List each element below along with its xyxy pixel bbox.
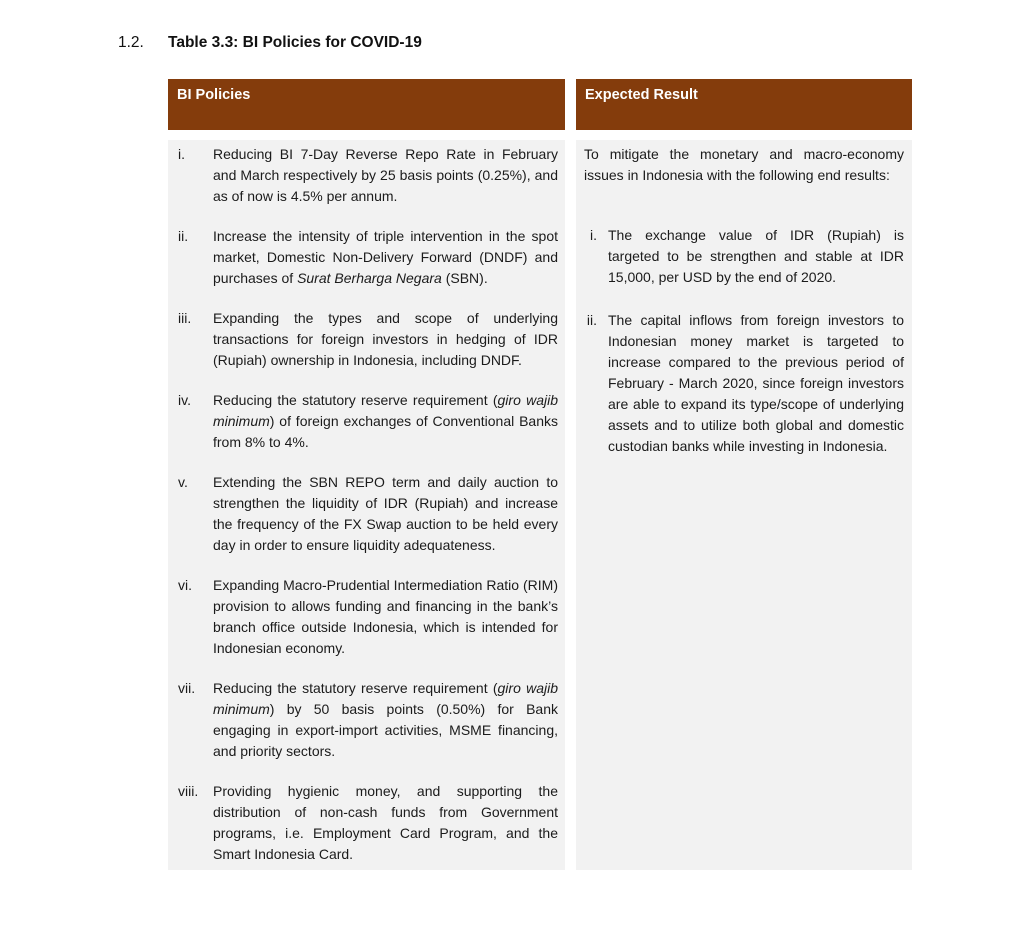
policy-item (168, 678, 565, 762)
table-header-row (168, 79, 912, 130)
policy-item-marker: v. (178, 474, 188, 490)
expected-intro: To mitigate the monetary and macro-economy issues in Indonesia with the following end results: (584, 146, 904, 183)
table-caption (118, 33, 422, 52)
policy-item (168, 781, 565, 865)
policy-item-text: Reducing the statutory reserve requirement (giro wajib minimum) of foreign exchanges of Conventional Banks from 8% to 4%. (213, 392, 558, 450)
policy-item (168, 575, 565, 659)
result-item-text: The capital inflows from foreign investors to Indonesian money market is targeted to increase compared to the previous period of February - March 2020, since foreign investors are able to expand its type/scope of underlying assets and to utilize both global and domestic custodian banks while investing in Indonesia. (608, 312, 904, 454)
header-cell-expected-result: Expected Result (576, 79, 912, 130)
policy-item-marker: vii. (178, 680, 196, 696)
result-item-text: The exchange value of IDR (Rupiah) is targeted to be strengthen and stable at IDR 15,000, per USD by the end of 2020. (608, 227, 904, 285)
policy-item-text: Increase the intensity of triple intervention in the spot market, Domestic Non-Delivery Forward (DNDF) and purchases of Surat Berharga Negara (SBN). (213, 228, 558, 286)
result-item (584, 310, 904, 457)
policy-item-marker: vi. (178, 577, 192, 593)
section-number: 1.2. (118, 34, 144, 51)
result-item-marker: i. (590, 227, 597, 243)
table-body-row (168, 140, 912, 870)
policy-item-marker: i. (178, 146, 185, 162)
policy-item-text: Expanding Macro-Prudential Intermediation Ratio (RIM) provision to allows funding and financing in the bank’s branch office outside Indonesia, which is intended for Indonesian economy. (213, 577, 558, 656)
policy-item (168, 226, 565, 289)
policy-item-marker: iii. (178, 310, 192, 326)
page-title: Table 3.3: BI Policies for COVID-19 (168, 34, 422, 51)
policy-item-text: Extending the SBN REPO term and daily auction to strengthen the liquidity of IDR (Rupiah) and increase the frequency of the FX Swap auction to be held every day in order to ensure liquidity adequateness. (213, 474, 558, 553)
result-item-marker: ii. (586, 312, 597, 328)
policy-item-marker: ii. (178, 228, 189, 244)
policy-item-marker: viii. (178, 783, 199, 799)
expected-result-cell (576, 140, 912, 870)
policy-item-text: Expanding the types and scope of underlying transactions for foreign investors in hedging of IDR (Rupiah) ownership in Indonesia, including DNDF. (213, 310, 558, 368)
header-cell-bi-policies: BI Policies (168, 79, 565, 130)
policy-item (168, 472, 565, 556)
bi-policies-table (168, 79, 912, 870)
policy-item-marker: iv. (178, 392, 191, 408)
policies-cell (168, 140, 565, 870)
policy-item (168, 390, 565, 453)
policy-item (168, 308, 565, 371)
policy-item-text: Providing hygienic money, and supporting the distribution of non-cash funds from Government programs, i.e. Employment Card Program, and the Smart Indonesia Card. (213, 783, 558, 862)
policy-item (168, 144, 565, 207)
expected-results-list (584, 225, 904, 457)
policy-item-text: Reducing BI 7-Day Reverse Repo Rate in February and March respectively by 25 basis points (0.25%), and as of now is 4.5% per annum. (213, 146, 558, 204)
result-item (584, 225, 904, 288)
policy-item-text: Reducing the statutory reserve requirement (giro wajib minimum) by 50 basis points (0.50%) for Bank engaging in export-import activities, MSME financing, and priority sectors. (213, 680, 558, 759)
